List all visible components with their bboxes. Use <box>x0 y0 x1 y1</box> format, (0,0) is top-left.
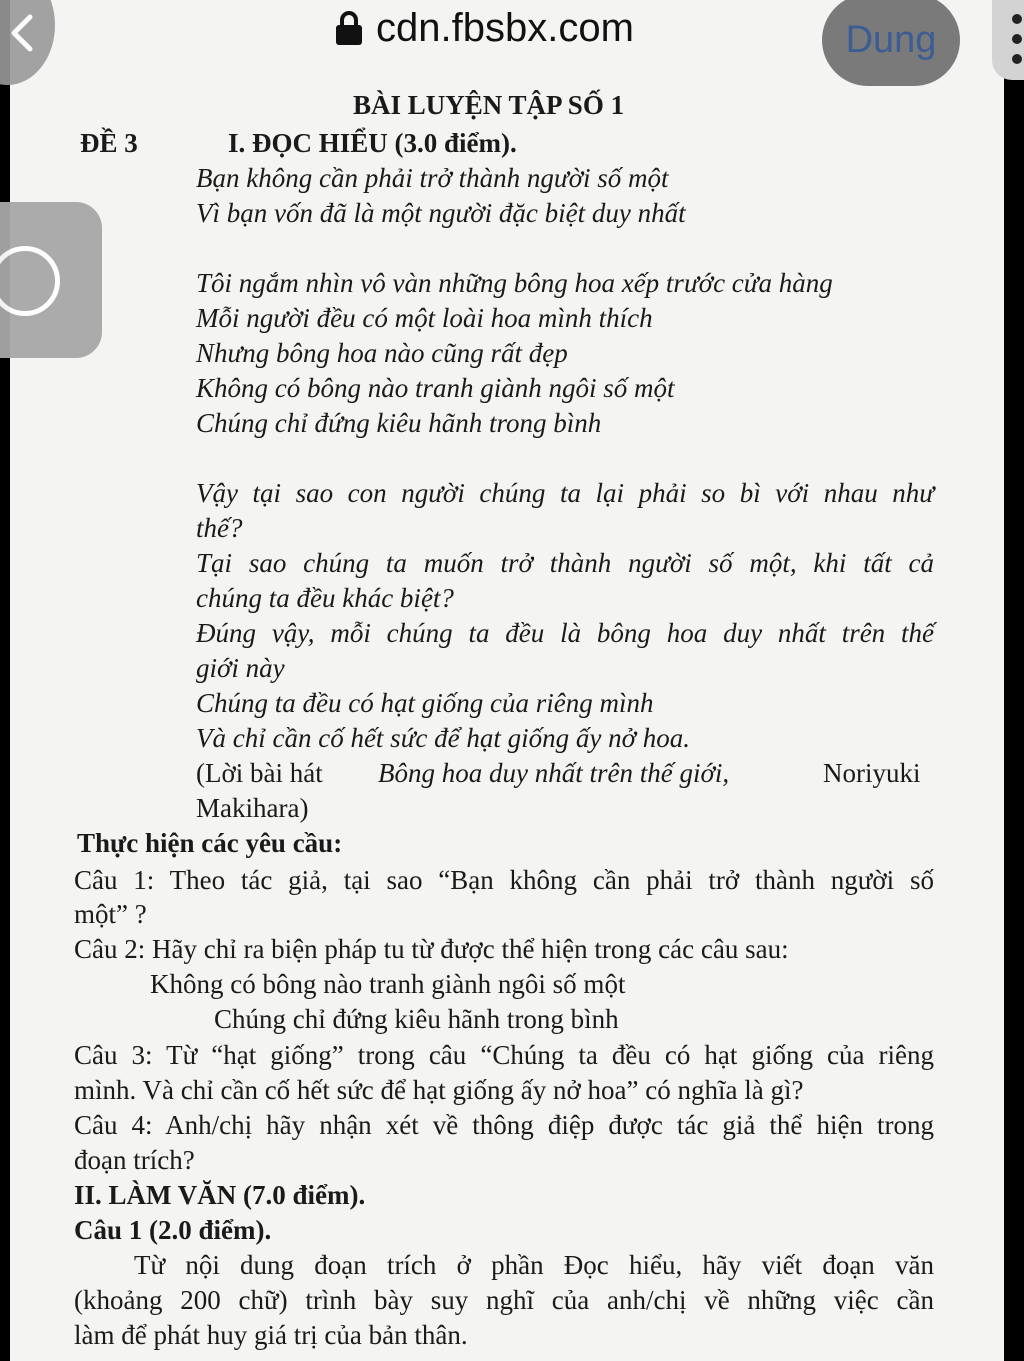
essay-question-1-text: (khoảng 200 chữ) trình bày suy nghĩ của anh/chị về những việc cần <box>74 1285 934 1315</box>
question-3: Câu 3: Từ “hạt giống” trong câu “Chúng ta đều có hạt giống của riêng <box>74 1040 934 1070</box>
url-text: cdn.fbsbx.com <box>376 5 634 50</box>
poem-line: Tại sao chúng ta muốn trở thành người số một, khi tất cả <box>196 548 934 578</box>
poem-line: chúng ta đều khác biệt? <box>196 583 454 613</box>
assistive-touch-button[interactable] <box>0 202 102 358</box>
source-line2: Makihara) <box>196 793 309 823</box>
poem-line: Không có bông nào tranh giành ngôi số một <box>196 373 675 403</box>
essay-question-1-text: Từ nội dung đoạn trích ở phần Đọc hiểu, hãy viết đoạn văn <box>134 1250 934 1280</box>
menu-dot-icon <box>1012 14 1022 24</box>
source-prefix: (Lời bài hát <box>196 758 323 788</box>
more-menu-button[interactable] <box>992 0 1024 80</box>
document-title: BÀI LUYỆN TẬP SỐ 1 <box>353 90 625 120</box>
menu-dot-icon <box>1012 54 1022 64</box>
poem-line: giới này <box>196 653 285 683</box>
poem-line: Vậy tại sao con người chúng ta lại phải so bì với nhau như <box>196 478 934 508</box>
poem-line: Và chỉ cần cố hết sức để hạt giống ấy nở hoa. <box>196 723 691 753</box>
poem-line: Nhưng bông hoa nào cũng rất đẹp <box>196 338 568 368</box>
poem-line: thế? <box>196 513 243 543</box>
poem-line: Chúng chỉ đứng kiêu hãnh trong bình <box>196 408 602 438</box>
poem-line: Đúng vậy, mỗi chúng ta đều là bông hoa duy nhất trên thế <box>196 618 934 648</box>
question-1-cont: một” ? <box>74 899 147 929</box>
source-title: Bông hoa duy nhất trên thế giới, <box>378 758 730 788</box>
menu-dot-icon <box>1012 34 1022 44</box>
question-2: Câu 2: Hãy chỉ ra biện pháp tu từ được thể hiện trong các câu sau: <box>74 934 789 964</box>
section1-heading: I. ĐỌC HIỂU (3.0 điểm). <box>228 128 517 158</box>
de-number: ĐỀ 3 <box>80 128 138 158</box>
question-4-cont: đoạn trích? <box>74 1145 195 1175</box>
address-bar[interactable] <box>336 4 634 52</box>
poem-line: Tôi ngắm nhìn vô vàn những bông hoa xếp trước cửa hàng <box>196 268 833 298</box>
question-1: Câu 1: Theo tác giả, tại sao “Bạn không cần phải trở thành người số <box>74 865 934 895</box>
tasks-heading: Thực hiện các yêu cầu: <box>77 828 343 858</box>
translate-button[interactable] <box>822 0 960 86</box>
question-2-quote: Không có bông nào tranh giành ngôi số một <box>150 969 626 999</box>
question-3-cont: mình. Và chỉ cần cố hết sức để hạt giống ấy nở hoa” có nghĩa là gì? <box>74 1075 804 1105</box>
poem-line: Bạn không cần phải trở thành người số một <box>196 163 669 193</box>
source-author: Noriyuki <box>823 758 921 788</box>
question-2-quote: Chúng chỉ đứng kiêu hãnh trong bình <box>214 1004 619 1034</box>
essay-question-1-heading: Câu 1 (2.0 điểm). <box>74 1215 272 1245</box>
poem-line: Chúng ta đều có hạt giống của riêng mình <box>196 688 654 718</box>
question-4: Câu 4: Anh/chị hãy nhận xét về thông điệp được tác giả thể hiện trong <box>74 1110 934 1140</box>
essay-question-1-text: làm để phát huy giá trị của bản thân. <box>74 1320 468 1350</box>
lock-icon <box>336 11 362 45</box>
poem-line: Vì bạn vốn đã là một người đặc biệt duy nhất <box>196 198 686 228</box>
poem-line: Mỗi người đều có một loài hoa mình thích <box>196 303 653 333</box>
translate-label: Dung <box>845 18 937 61</box>
section2-heading: II. LÀM VĂN (7.0 điểm). <box>74 1180 366 1210</box>
chevron-left-icon <box>8 13 38 53</box>
